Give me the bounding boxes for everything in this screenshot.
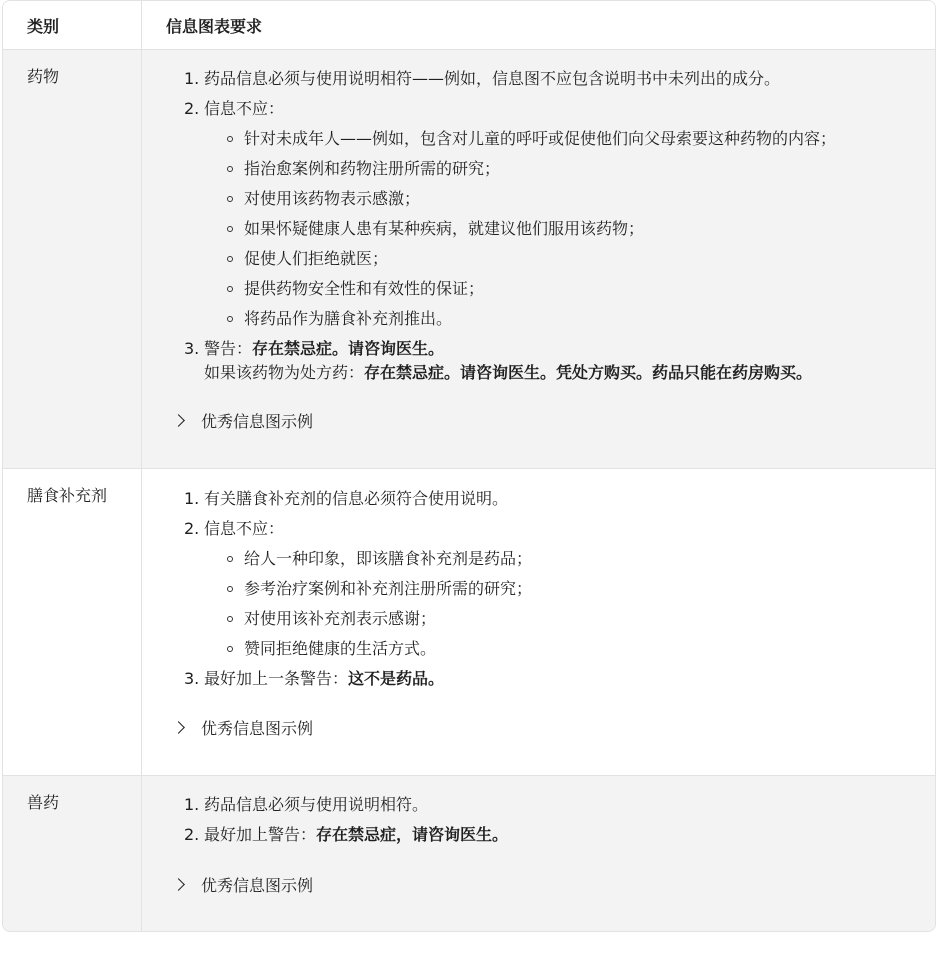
category-cell: 膳食补充剂 — [3, 469, 142, 775]
requirements-cell — [142, 469, 935, 775]
bullet-icon — [227, 196, 233, 202]
bullet-icon — [227, 256, 233, 262]
bullet-icon — [227, 556, 233, 562]
sub-list-item: 对使用该药物表示感激； — [244, 189, 421, 208]
list-item: 2. 信息不应： — [184, 519, 285, 538]
bullet-icon — [227, 316, 233, 322]
sub-list-item: 如果怀疑健康人患有某种疾病，就建议他们服用该药物； — [244, 219, 645, 238]
bullet-icon — [227, 646, 233, 652]
examples-expander-label: 优秀信息图示例 — [201, 876, 314, 895]
list-item: 1. 药品信息必须与使用说明相符。 — [184, 795, 429, 814]
header-category: 类别 — [3, 1, 142, 49]
examples-expander[interactable] — [174, 409, 313, 432]
bullet-icon — [227, 166, 233, 172]
header-requirements: 信息图表要求 — [166, 17, 263, 36]
examples-expander-label: 优秀信息图示例 — [201, 412, 314, 431]
chevron-right-icon — [172, 878, 185, 891]
sub-list-item: 参考治疗案例和补充剂注册所需的研究； — [244, 579, 533, 598]
bullet-icon — [227, 136, 233, 142]
requirements-table — [2, 0, 936, 932]
table-row-medicine — [3, 50, 935, 469]
bullet-icon — [227, 226, 233, 232]
requirements-cell — [142, 776, 935, 932]
bullet-icon — [227, 286, 233, 292]
sub-list-item: 将药品作为膳食补充剂推出。 — [244, 309, 453, 328]
sub-list-item: 针对未成年人——例如，包含对儿童的呼吁或促使他们向父母索要这种药物的内容； — [244, 129, 837, 148]
sub-list-item: 提供药物安全性和有效性的保证； — [244, 279, 485, 298]
sub-list-item: 对使用该补充剂表示感谢； — [244, 609, 437, 628]
category-cell: 兽药 — [3, 776, 142, 932]
examples-expander[interactable] — [174, 716, 313, 739]
list-item: 3. 警告：存在禁忌症。请咨询医生。 — [184, 339, 445, 358]
list-item: 2. 最好加上警告：存在禁忌症，请咨询医生。 — [184, 825, 509, 844]
list-item: 3. 最好加上一条警告：这不是药品。 — [184, 669, 445, 688]
list-item: 2. 信息不应： — [184, 99, 285, 118]
list-item-continuation: 如果该药物为处方药：存在禁忌症。请咨询医生。凭处方购买。药品只能在药房购买。 — [204, 363, 813, 382]
chevron-right-icon — [172, 721, 185, 734]
bullet-icon — [227, 616, 233, 622]
sub-list-item: 指治愈案例和药物注册所需的研究； — [244, 159, 501, 178]
chevron-right-icon — [172, 414, 185, 427]
sub-list-item: 赞同拒绝健康的生活方式。 — [244, 639, 437, 658]
examples-expander-label: 优秀信息图示例 — [201, 719, 314, 738]
list-item: 1. 药品信息必须与使用说明相符——例如，信息图不应包含说明书中未列出的成分。 — [184, 69, 781, 88]
table-header — [3, 1, 935, 50]
requirements-cell — [142, 50, 935, 468]
list-item: 1. 有关膳食补充剂的信息必须符合使用说明。 — [184, 489, 509, 508]
examples-expander[interactable] — [174, 873, 313, 896]
table-row-veterinary — [3, 776, 935, 932]
sub-list-item: 给人一种印象，即该膳食补充剂是药品； — [244, 549, 533, 568]
category-cell: 药物 — [3, 50, 142, 468]
sub-list-item: 促使人们拒绝就医； — [244, 249, 389, 268]
bullet-icon — [227, 586, 233, 592]
table-row-supplement — [3, 469, 935, 776]
